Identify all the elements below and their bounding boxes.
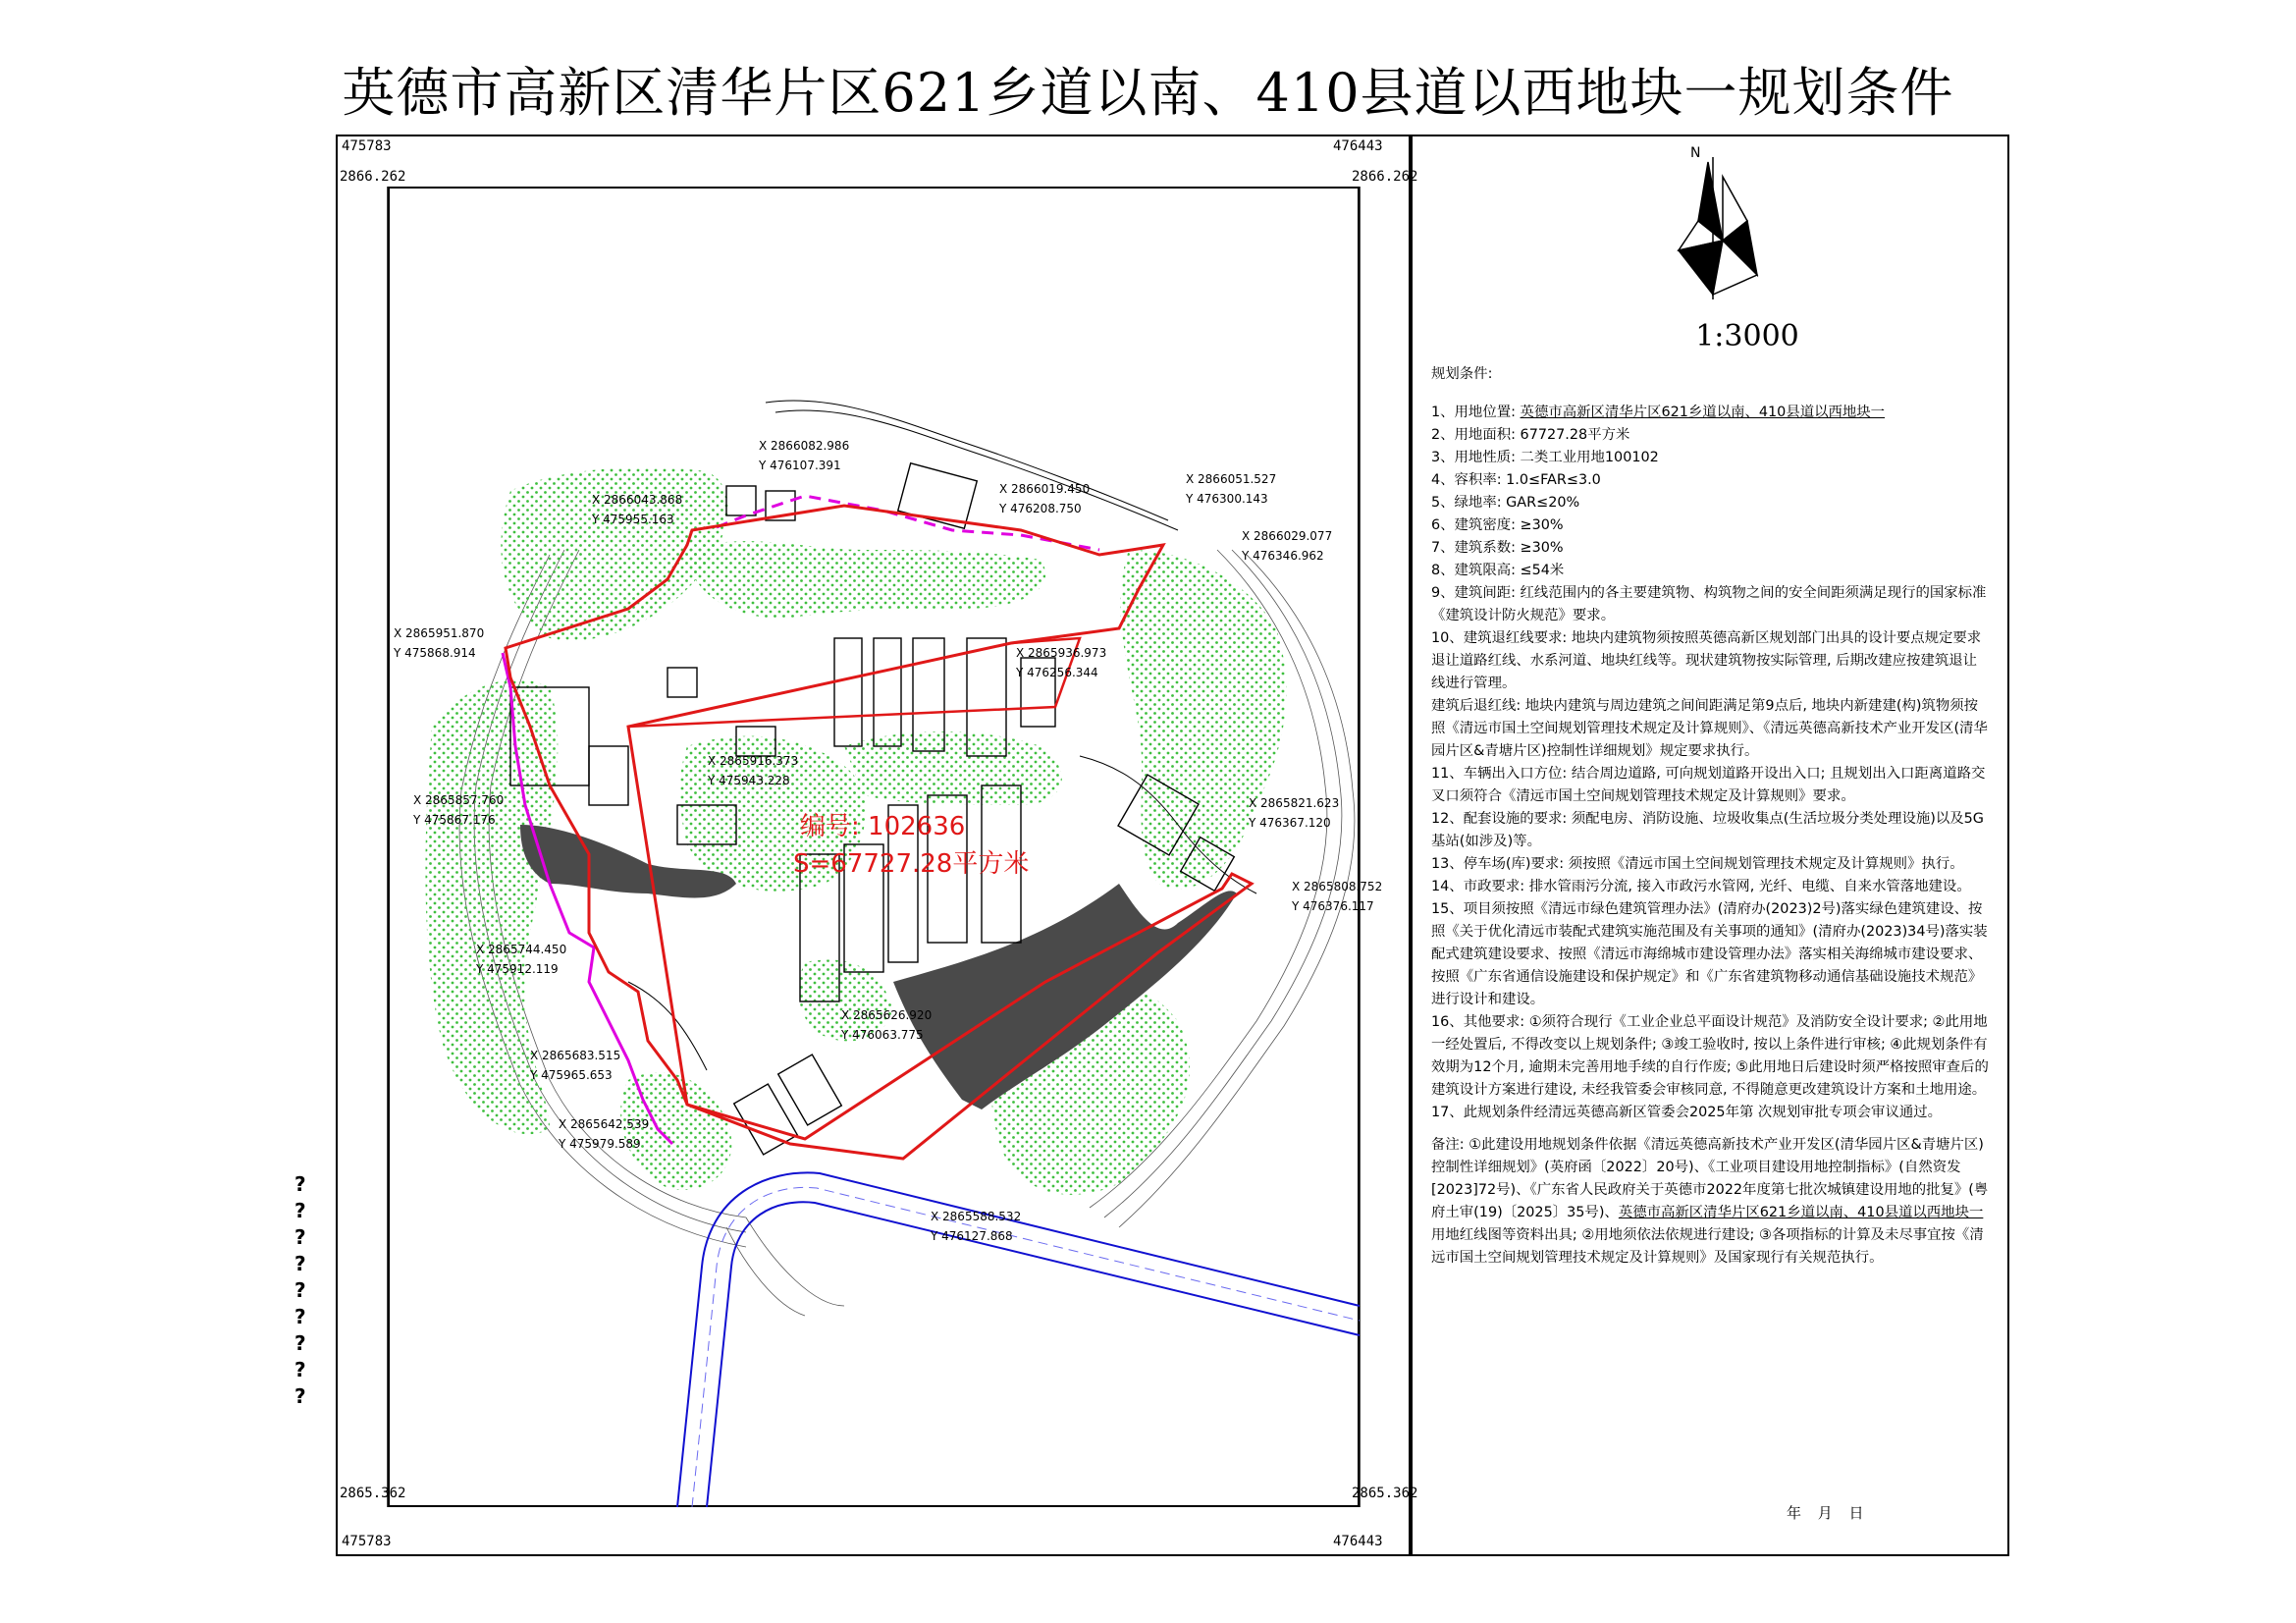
- condition-text: 13、停车场(库)要求: 须按照《清远市国土空间规划管理技术规定及计算规则》执行。: [1431, 856, 1964, 872]
- side-mark: ?: [294, 1384, 306, 1408]
- condition-item: [1431, 853, 1989, 876]
- condition-item: [1431, 808, 1989, 853]
- coord-y: Y 475912.119: [476, 962, 559, 976]
- coord-x: X 2865744.450: [476, 943, 567, 956]
- remarks-pre: 备注: ①此建设用地规划条件依据《清远英德高新技术产业开发区(清华园片区&青塘片区)控制性详细规划》(英府函〔2022〕20号)、《工业项目建设用地控制指标》(自然资发[2023]72号)、《广东省人民政府关于英德市2022年度第七批次城镇建设用地的批复》(粤府土审(19)〔2025〕35号)、: [1431, 1137, 1989, 1220]
- conditions-list: [1431, 402, 1989, 1124]
- frame-x-top-right: 476443: [1333, 138, 1383, 154]
- condition-item: [1431, 695, 1989, 763]
- parcel-area-label: S=67727.28平方米: [793, 849, 1030, 879]
- coord-y: Y 476367.120: [1249, 816, 1331, 830]
- coord-x: X 2865936.973: [1016, 646, 1107, 660]
- condition-item: [1431, 402, 1989, 424]
- condition-text: 1、用地位置:: [1431, 405, 1521, 420]
- condition-item: [1431, 560, 1989, 582]
- side-mark: ?: [294, 1305, 306, 1328]
- condition-item: [1431, 492, 1989, 514]
- coord-y: Y 476346.962: [1242, 549, 1324, 563]
- condition-text: 10、建筑退红线要求: 地块内建筑物须按照英德高新区规划部门出具的设计要点规定要求退让道路红线、水系河道、地块红线等。现状建筑物按实际管理, 后期改建应按建筑退让线进行管理。: [1431, 630, 1982, 691]
- coord-y: Y 476256.344: [1016, 666, 1098, 679]
- condition-underlined: 英德市高新区清华片区621乡道以南、410县道以西地块一: [1520, 405, 1886, 420]
- frame-y-top-right: 2866.262: [1352, 169, 1418, 185]
- parcel-inner-line: [628, 638, 1080, 727]
- condition-text: 4、容积率: 1.0≤FAR≤3.0: [1431, 472, 1601, 488]
- condition-item: [1431, 447, 1989, 469]
- scale-label: 1:3000: [1695, 319, 1799, 353]
- side-mark: ?: [294, 1199, 306, 1222]
- condition-item: [1431, 514, 1989, 537]
- condition-text: 2、用地面积: 67727.28平方米: [1431, 427, 1630, 443]
- coord-x: X 2865588.532: [931, 1210, 1022, 1223]
- condition-item: [1431, 1102, 1989, 1124]
- coord-x: X 2865916.373: [708, 754, 799, 768]
- side-mark: ?: [294, 1331, 306, 1355]
- side-mark: ?: [294, 1358, 306, 1381]
- coord-y: Y 475955.163: [592, 513, 674, 526]
- coord-x: X 2865951.870: [394, 626, 485, 640]
- coord-x: X 2865626.920: [841, 1008, 933, 1022]
- condition-item: [1431, 1011, 1989, 1102]
- coord-x: X 2866019.450: [999, 482, 1091, 496]
- coord-y: Y 476063.775: [841, 1028, 924, 1042]
- side-mark: ?: [294, 1225, 306, 1249]
- coord-x: X 2866051.527: [1186, 472, 1277, 486]
- condition-text: 12、配套设施的要求: 须配电房、消防设施、垃圾收集点(生活垃圾分类处理设施)以及5G基站(如涉及)等。: [1431, 811, 1984, 849]
- condition-item: [1431, 763, 1989, 808]
- condition-item: [1431, 898, 1989, 1011]
- coord-x: X 2866043.868: [592, 493, 683, 507]
- frame-x-bottom-right: 476443: [1333, 1534, 1383, 1549]
- condition-text: 14、市政要求: 排水管雨污分流, 接入市政污水管网, 光纤、电缆、自来水管落地建设。: [1431, 879, 1971, 894]
- parcel-id-label: 编号: 102636: [800, 812, 966, 841]
- coord-x: X 2865642.539: [559, 1117, 650, 1131]
- condition-text: 9、建筑间距: 红线范围内的各主要建筑物、构筑物之间的安全间距须满足现行的国家标准《建筑设计防火规范》要求。: [1431, 585, 1987, 623]
- coord-y: Y 476300.143: [1186, 492, 1268, 506]
- condition-text: 3、用地性质: 二类工业用地100102: [1431, 450, 1659, 465]
- frame-y-bottom-left: 2865.362: [340, 1486, 406, 1501]
- side-mark: ?: [294, 1252, 306, 1275]
- condition-item: [1431, 627, 1989, 695]
- condition-text: 16、其他要求: ①须符合现行《工业企业总平面设计规范》及消防安全设计要求; ②此用地一经处置后, 不得改变以上规划条件; ③竣工验收时, 按以上条件进行审核; ④此规划条件有效期为12个月, 逾期未完善用地手续的自行作废; ⑤此用地日后建设时须严格按照审查后的建筑设计方案进行建设, 未经我管委会审核同意, 不得随意更改建筑设计方案和土地用途。: [1431, 1014, 1989, 1098]
- condition-item: [1431, 469, 1989, 492]
- remarks-post: 用地红线图等资料出具; ②用地须依法依规进行建设; ③各项指标的计算及未尽事宜按《清远市国土空间规划管理技术规定及计算规则》及国家现行有关规范执行。: [1431, 1227, 1984, 1266]
- page-title: 英德市高新区清华片区621乡道以南、410县道以西地块一规划条件: [342, 62, 1954, 124]
- side-mark: ?: [294, 1278, 306, 1302]
- condition-text: 6、建筑密度: ≥30%: [1431, 517, 1564, 533]
- side-mark: ?: [294, 1172, 306, 1196]
- coord-y: Y 475965.653: [530, 1068, 613, 1082]
- coord-y: Y 475868.914: [394, 646, 476, 660]
- condition-item: [1431, 876, 1989, 898]
- side-marks: [294, 1171, 306, 1410]
- condition-text: 7、建筑系数: ≥30%: [1431, 540, 1564, 556]
- condition-text: 11、车辆出入口方位: 结合周边道路, 可向规划道路开设出入口; 且规划出入口距离道路交叉口须符合《清远市国土空间规划管理技术规定及计算规则》要求。: [1431, 766, 1986, 804]
- coord-x: X 2865821.623: [1249, 796, 1340, 810]
- condition-text: 17、此规划条件经清远英德高新区管委会2025年第 次规划审批专项会审议通过。: [1431, 1105, 1943, 1120]
- condition-item: [1431, 582, 1989, 627]
- planning-conditions: [1431, 363, 1989, 1270]
- frame-x-top-left: 475783: [342, 138, 392, 154]
- conditions-heading: 规划条件:: [1431, 366, 1493, 382]
- condition-item: [1431, 537, 1989, 560]
- condition-text: 建筑后退红线: 地块内建筑与周边建筑之间间距满足第9点后, 地块内新建建(构)筑物须按照《清远市国土空间规划管理技术规定及计算规则》、《清远英德高新技术产业开发区(清华园片区&青塘片区)控制性详细规划》规定要求执行。: [1431, 698, 1988, 759]
- north-label: N: [1690, 145, 1701, 161]
- remarks-site: 英德市高新区清华片区621乡道以南、410县道以西地块一: [1618, 1205, 1984, 1220]
- coord-y: Y 476127.868: [931, 1229, 1013, 1243]
- coord-x: X 2866082.986: [759, 439, 850, 453]
- coord-x: X 2865683.515: [530, 1049, 621, 1062]
- coord-x: X 2865857.760: [413, 793, 505, 807]
- coord-y: Y 475867.176: [413, 813, 496, 827]
- coord-y: Y 475979.589: [559, 1137, 641, 1151]
- frame-y-top-left: 2866.262: [340, 169, 406, 185]
- coord-y: Y 476107.391: [759, 459, 841, 472]
- coord-y: Y 475943.228: [708, 774, 790, 787]
- date-line: 年 月 日: [1787, 1504, 1870, 1522]
- coord-y: Y 476208.750: [999, 502, 1082, 515]
- coord-y: Y 476376.117: [1292, 899, 1374, 913]
- coord-x: X 2865808.752: [1292, 880, 1383, 893]
- remarks: [1431, 1134, 1989, 1270]
- frame-y-bottom-right: 2865.362: [1352, 1486, 1418, 1501]
- coord-x: X 2866029.077: [1242, 529, 1333, 543]
- condition-text: 15、项目须按照《清远市绿色建筑管理办法》(清府办(2023)2号)落实绿色建筑建设、按照《关于优化清远市装配式建筑实施范围及有关事项的通知》(清府办(2023)34号)落实装配式建筑建设要求、按照《清远市海绵城市建设管理办法》落实相关海绵城市建设要求、按照《广东省通信设施建设和保护规定》和《广东省建筑物移动通信基础设施技术规范》进行设计和建设。: [1431, 901, 1988, 1007]
- condition-item: [1431, 424, 1989, 447]
- condition-text: 8、建筑限高: ≤54米: [1431, 563, 1565, 578]
- frame-x-bottom-left: 475783: [342, 1534, 392, 1549]
- condition-text: 5、绿地率: GAR≤20%: [1431, 495, 1580, 511]
